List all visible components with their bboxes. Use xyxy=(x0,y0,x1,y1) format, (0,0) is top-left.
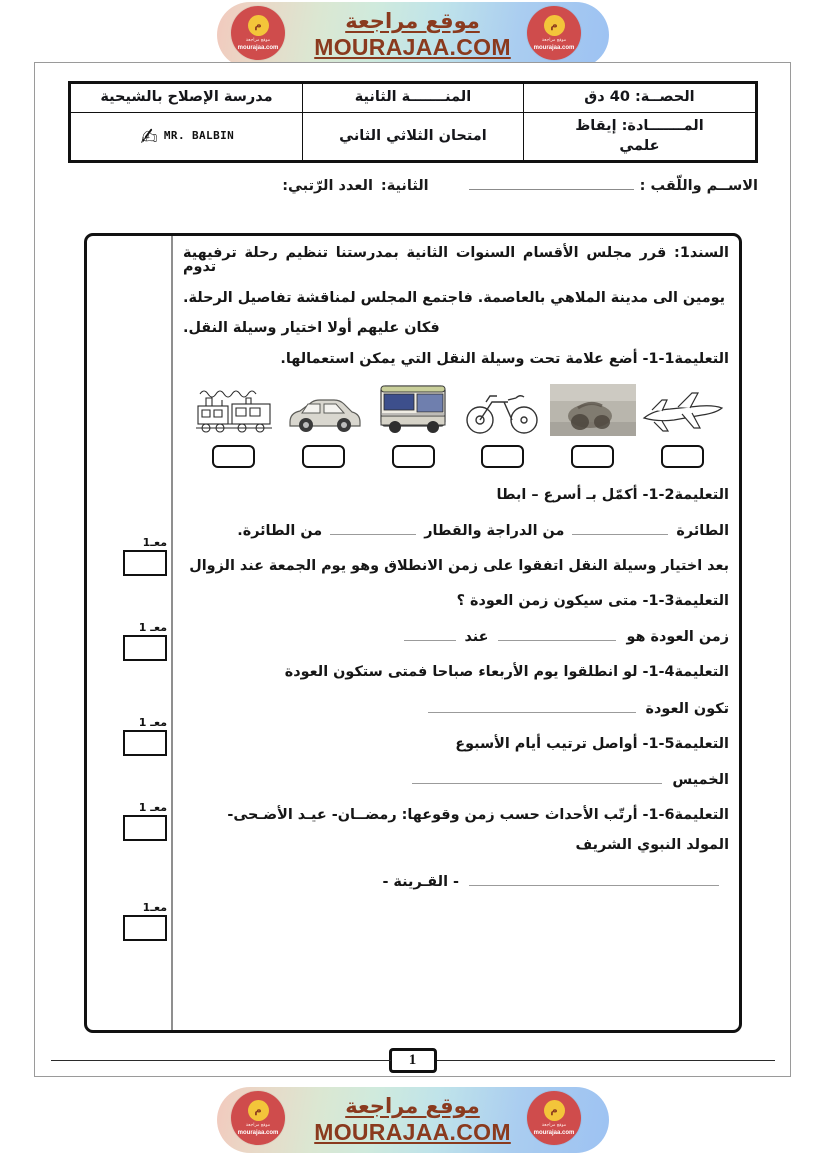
page-number: 1 xyxy=(389,1048,437,1073)
criteria-label: معـ 1 xyxy=(138,621,167,634)
school-logo-icon xyxy=(77,120,296,154)
exam-sheet xyxy=(34,62,791,1077)
transport-checkbox-airplane[interactable] xyxy=(661,445,704,468)
criteria-item xyxy=(119,621,167,661)
header-subject-line1: المـــــــادة: إيقاظ xyxy=(575,118,704,134)
answer-4-blank-1[interactable] xyxy=(428,700,636,713)
criteria-item xyxy=(119,901,167,941)
watermark-logo-right-icon xyxy=(527,1091,581,1145)
watermark-site-text: MOURAJAA.COM xyxy=(314,34,511,60)
criteria-label: معـ1 xyxy=(142,901,167,914)
watermark-logo-left-icon xyxy=(231,6,285,60)
answer-2-blank-2[interactable] xyxy=(330,522,416,535)
header-exam-cell: امتحان الثلاثي الثاني xyxy=(302,113,523,162)
header-subject-line2: علمي xyxy=(619,137,660,154)
answer-2-part-2: من الدراجة والقطار xyxy=(424,523,565,540)
header-logo-cell xyxy=(70,113,303,162)
transport-option-motorcycle xyxy=(548,380,638,468)
watermark-arabic-text: موقع مراجعة xyxy=(345,9,480,33)
page-rule-left xyxy=(435,1060,775,1061)
answer-2-part-1: الطائرة xyxy=(676,523,729,540)
logo-latin-label: mourajaa.com xyxy=(237,1130,279,1136)
criteria-separator xyxy=(171,236,173,1030)
rank-label: العدد الرّتبي: xyxy=(282,178,373,194)
answer-2-blank-1[interactable] xyxy=(572,522,668,535)
transport-checkbox-bus[interactable] xyxy=(392,445,435,468)
instruction-6-text-cont: المولد النبوي الشريف xyxy=(575,837,729,854)
transport-checkbox-bicycle[interactable] xyxy=(481,445,524,468)
instruction-3-intro: بعد اختيار وسيلة النقل اتفقوا على زمن الانطلاق وهو يوم الجمعة عند الزوال xyxy=(189,558,729,575)
instruction-5-text: التعليمة5-1- أواصل ترتيب أيام الأسبوع xyxy=(455,735,729,752)
header-school-cell: مدرسة الإصلاح بالشيحية xyxy=(70,83,303,113)
header-subject-cell xyxy=(523,113,756,162)
answer-5-part-1: الخميس xyxy=(672,772,729,789)
train-icon xyxy=(192,380,276,436)
bicycle-icon xyxy=(464,380,542,436)
instruction-6-text: التعليمة6-1- أرتّب الأحداث حسب زمن وقوعها: رمضــان- عيـد الأضـحى- xyxy=(227,807,729,824)
logo-arabic-label: موقع مراجعة xyxy=(245,38,271,43)
criteria-label: معـ 1 xyxy=(138,716,167,729)
transport-checkbox-train[interactable] xyxy=(212,445,255,468)
criteria-column xyxy=(101,236,167,1030)
transport-options-strip xyxy=(183,380,729,468)
pen-icon: ✍ xyxy=(140,122,158,151)
answer-3-part-1: زمن العودة هو xyxy=(626,629,729,646)
criteria-score-box[interactable] xyxy=(123,635,167,661)
answer-6-blank-1[interactable] xyxy=(469,873,719,886)
instruction-5-answer-line xyxy=(183,771,729,788)
exam-header-table xyxy=(68,81,758,163)
watermark-banner-bottom xyxy=(0,1085,825,1155)
instruction-4-answer-line xyxy=(183,700,729,717)
name-label: الاســم واللّقب : xyxy=(639,178,758,194)
answer-3-part-2: عند xyxy=(464,629,489,646)
logo-mark: م xyxy=(544,15,565,36)
logo-latin-label: mourajaa.com xyxy=(533,45,575,51)
logo-latin-label: mourajaa.com xyxy=(533,1130,575,1136)
answer-5-blank-1[interactable] xyxy=(412,771,662,784)
criteria-score-box[interactable] xyxy=(123,730,167,756)
answer-3-blank-1[interactable] xyxy=(498,628,616,641)
answer-6-part-1: - القـرينة - xyxy=(382,873,459,890)
watermark-site-text: MOURAJAA.COM xyxy=(314,1119,511,1145)
watermark-logo-right-icon xyxy=(527,6,581,60)
logo-mark: م xyxy=(248,1100,269,1121)
name-input-rule[interactable] xyxy=(469,178,634,190)
transport-option-train xyxy=(189,380,279,468)
transport-option-bus xyxy=(368,380,458,468)
header-session-cell: الحصــة: 40 دق xyxy=(523,83,756,113)
instruction-4-text: التعليمة4-1- لو انطلقوا يوم الأربعاء صباحا فمتى ستكون العودة xyxy=(284,664,729,681)
instruction-1-text: التعليمة1-1- أضع علامة تحت وسيلة النقل التي يمكن استعمالها. xyxy=(280,350,729,367)
instruction-2-answer-line xyxy=(183,522,729,539)
support-line-2: يومين الى مدينة الملاهي بالعاصمة. فاجتمع المجلس لمناقشة تفاصيل الرحلة. xyxy=(183,289,726,306)
instruction-3-answer-line xyxy=(183,628,729,645)
page-rule-right xyxy=(51,1060,391,1061)
criteria-score-box[interactable] xyxy=(123,550,167,576)
support-paragraph xyxy=(183,246,729,336)
instruction-3-text: التعليمة3-1- متى سيكون زمن العودة ؟ xyxy=(456,592,729,609)
criteria-item xyxy=(119,536,167,576)
transport-option-bicycle xyxy=(458,380,548,468)
motorcycle-photo-icon xyxy=(550,380,636,436)
student-identity-line xyxy=(68,178,758,194)
support-line-1: السند1: قرر مجلس الأقسام السنوات الثانية بمدرستنا تنظيم رحلة ترفيهية تدوم xyxy=(183,245,729,276)
school-logo-wordmark: MR. BALBIN xyxy=(163,129,235,143)
criteria-score-box[interactable] xyxy=(123,915,167,941)
instruction-2-text: التعليمة2-1- أكمّل بـ أسرع – ابطا xyxy=(496,487,729,504)
transport-option-car xyxy=(279,380,369,468)
questions-column xyxy=(183,246,729,890)
answer-2-part-3: من الطائرة. xyxy=(237,523,323,540)
transport-checkbox-motorcycle[interactable] xyxy=(571,445,614,468)
class-label: الثانية: xyxy=(380,178,429,194)
logo-arabic-label: موقع مراجعة xyxy=(541,38,567,43)
header-year-cell: المنـــــــة الثانية xyxy=(302,83,523,113)
airplane-icon xyxy=(638,380,726,436)
page-number-row xyxy=(0,1048,825,1073)
criteria-item xyxy=(119,716,167,756)
exam-body-inner xyxy=(87,236,739,1030)
bus-icon xyxy=(371,380,455,436)
watermark-logo-left-icon xyxy=(231,1091,285,1145)
criteria-item xyxy=(119,801,167,841)
support-line-3: فكان عليهم أولا اختيار وسيلة النقل. xyxy=(183,320,440,337)
logo-latin-label: mourajaa.com xyxy=(237,45,279,51)
criteria-score-box[interactable] xyxy=(123,815,167,841)
logo-mark: م xyxy=(248,15,269,36)
criteria-label: معـ1 xyxy=(142,536,167,549)
watermark-arabic-text: موقع مراجعة xyxy=(345,1094,480,1118)
transport-checkbox-car[interactable] xyxy=(302,445,345,468)
answer-3-blank-2[interactable] xyxy=(404,628,456,641)
transport-option-airplane xyxy=(637,380,727,468)
logo-arabic-label: موقع مراجعة xyxy=(245,1123,271,1128)
logo-mark: م xyxy=(544,1100,565,1121)
logo-arabic-label: موقع مراجعة xyxy=(541,1123,567,1128)
criteria-label: معـ 1 xyxy=(138,801,167,814)
watermark-banner-top xyxy=(0,0,825,70)
car-icon xyxy=(284,380,364,436)
answer-4-part-1: تكون العودة xyxy=(645,700,729,717)
instruction-6-answer-line xyxy=(183,873,729,890)
exam-body-box xyxy=(84,233,742,1033)
